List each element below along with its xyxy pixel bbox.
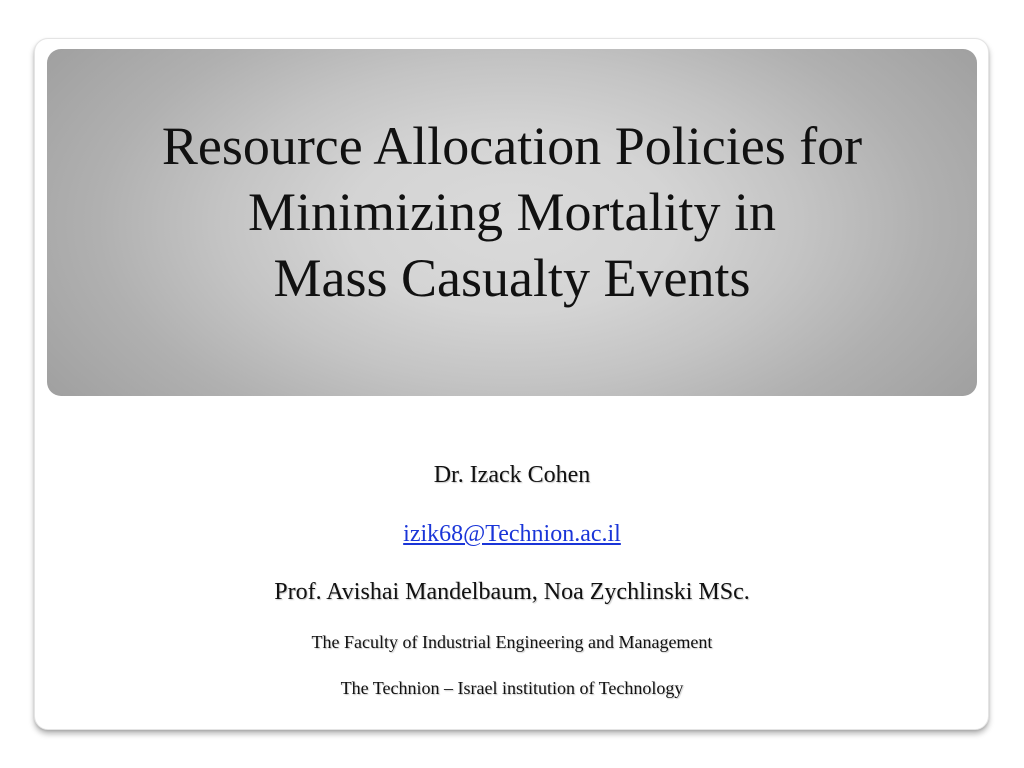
title-panel bbox=[47, 49, 977, 396]
institution-name: The Technion – Israel institution of Technology bbox=[340, 678, 684, 698]
title-line-2: Minimizing Mortality in bbox=[248, 181, 776, 242]
title-line-1: Resource Allocation Policies for bbox=[161, 115, 863, 176]
slide-title bbox=[82, 113, 942, 311]
email-row bbox=[47, 517, 977, 551]
coauthors: Prof. Avishai Mandelbaum, Noa Zychlinski MSc. bbox=[274, 579, 750, 605]
email-link[interactable]: izik68@Technion.ac.il bbox=[403, 521, 621, 547]
faculty-name: The Faculty of Industrial Engineering and Management bbox=[311, 632, 713, 652]
title-line-3: Mass Casualty Events bbox=[273, 247, 751, 308]
presenter-name: Dr. Izack Cohen bbox=[433, 462, 591, 488]
